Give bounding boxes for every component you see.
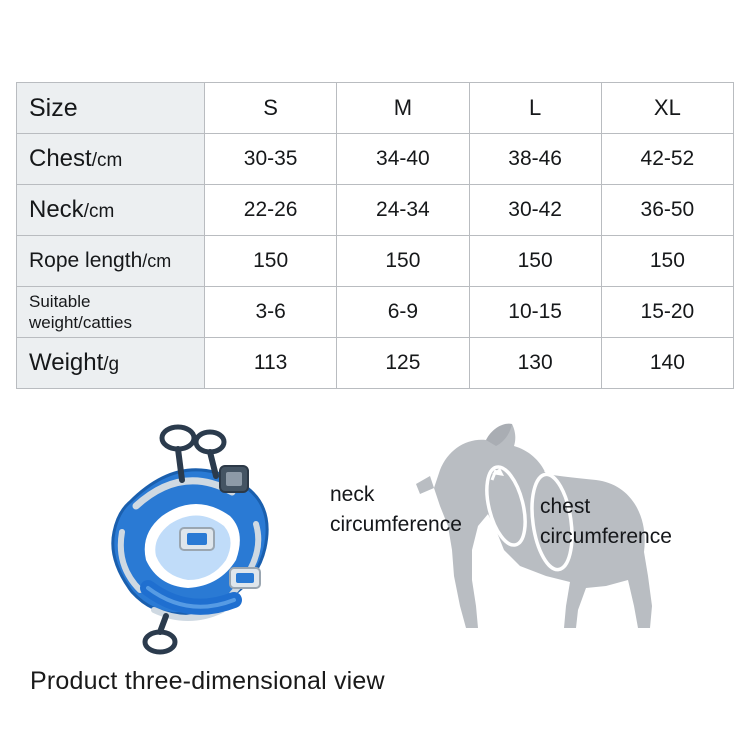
header-col-l [469, 83, 601, 134]
cell-chest-s: 30-35 [205, 134, 337, 185]
cell-neck-l: 30-42 [469, 185, 601, 236]
cell-chest-l: 38-46 [469, 134, 601, 185]
row-label-chest-text: Chest [29, 145, 92, 172]
row-label-neck-text: Neck [29, 196, 84, 223]
row-unit-neck: /cm [83, 201, 115, 222]
table-row [17, 134, 734, 185]
row-label-neck [17, 185, 205, 236]
header-size-label [17, 83, 205, 134]
harness-illustration-svg [70, 420, 320, 660]
cell-rope-l: 150 [469, 236, 601, 287]
header-col-m [337, 83, 469, 134]
header-col-xl [601, 83, 733, 134]
dog-measurement-diagram [330, 410, 720, 660]
row-label-suitable-weight-line1: Suitable [29, 291, 91, 311]
header-col-s-text: S [263, 95, 278, 120]
cell-suitable-weight-m: 6-9 [337, 287, 469, 338]
cell-weight-l: 130 [469, 338, 601, 389]
harness-product-image [70, 420, 320, 660]
neck-label-line1: neck [330, 483, 375, 506]
cell-suitable-weight-xl: 15-20 [601, 287, 733, 338]
row-label-suitable-weight-line2: weight/catties [29, 313, 132, 332]
cell-rope-m: 150 [337, 236, 469, 287]
illustration-area [0, 400, 750, 750]
table-header-row [17, 83, 734, 134]
header-col-s [205, 83, 337, 134]
cell-suitable-weight-l: 10-15 [469, 287, 601, 338]
table-row [17, 236, 734, 287]
table-row [17, 287, 734, 338]
chest-circumference-label [540, 492, 710, 553]
row-label-rope-length-text: Rope length [29, 249, 143, 272]
header-size-text: Size [29, 93, 78, 122]
cell-neck-s: 22-26 [205, 185, 337, 236]
table-row [17, 185, 734, 236]
cell-neck-xl: 36-50 [601, 185, 733, 236]
row-label-rope-length [17, 236, 205, 287]
cell-neck-m: 24-34 [337, 185, 469, 236]
header-col-l-text: L [529, 95, 542, 120]
row-unit-weight: /g [103, 354, 120, 375]
cell-weight-m: 125 [337, 338, 469, 389]
row-label-weight [17, 338, 205, 389]
chest-label-line1: chest [540, 495, 591, 518]
cell-chest-xl: 42-52 [601, 134, 733, 185]
product-view-caption: Product three-dimensional view [30, 667, 385, 695]
cell-weight-xl: 140 [601, 338, 733, 389]
row-unit-rope-length: /cm [142, 251, 172, 271]
cell-weight-s: 113 [205, 338, 337, 389]
header-col-m-text: M [393, 95, 413, 120]
row-label-chest [17, 134, 205, 185]
neck-circumference-label [330, 480, 500, 541]
row-label-weight-text: Weight [29, 349, 104, 376]
row-label-suitable-weight [17, 287, 205, 338]
chest-label-line2: circumference [540, 525, 672, 549]
cell-chest-m: 34-40 [337, 134, 469, 185]
row-unit-chest: /cm [91, 150, 123, 171]
size-chart-table-wrapper [16, 82, 734, 389]
table-row [17, 338, 734, 389]
cell-suitable-weight-s: 3-6 [205, 287, 337, 338]
size-chart-table [16, 82, 734, 389]
cell-rope-s: 150 [205, 236, 337, 287]
cell-rope-xl: 150 [601, 236, 733, 287]
header-col-xl-text: XL [653, 95, 681, 120]
neck-label-line2: circumference [330, 513, 462, 537]
